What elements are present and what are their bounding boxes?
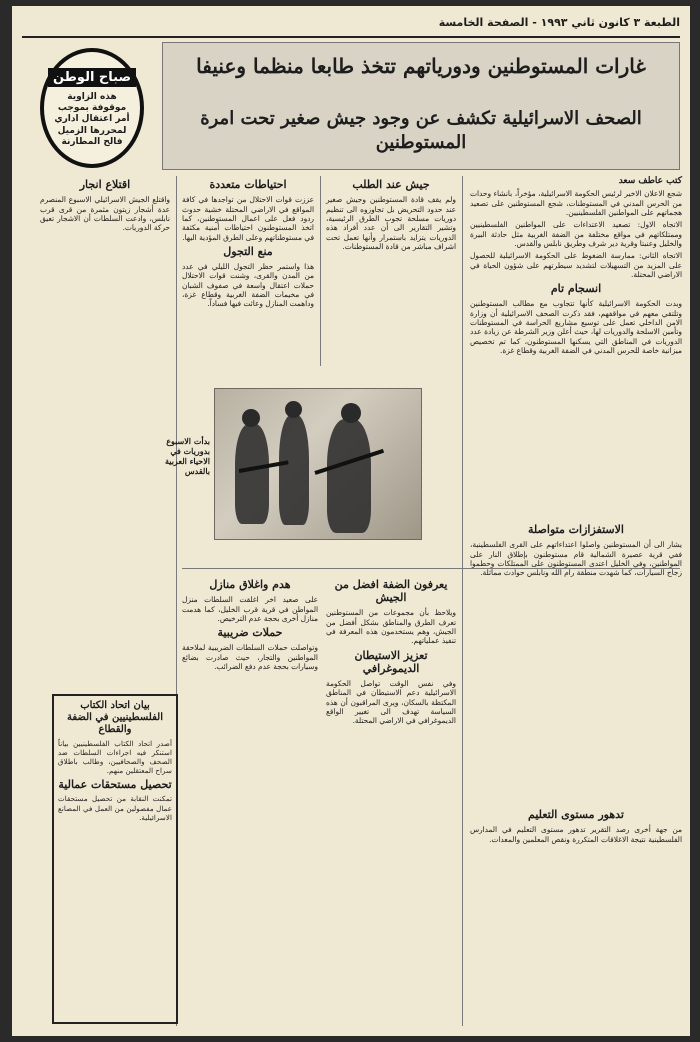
statement-subtitle: تحصيل مستحقات عمالية: [58, 778, 172, 792]
section-title-army: جيش عند الطلب: [352, 178, 430, 191]
youth-section: [326, 176, 456, 366]
section-body-demography: وفي نفس الوقت تواصل الحكومة الاسرائيلية دعم الاستيطان في المناطق المكتظة بالسكان، ويرى المراقبون أن هذه السياسة تهدف الى تغيير الواقع الديموغرافي في الاراضي المحتلة.: [326, 679, 456, 726]
article-paragraph: الاتجاه الثاني: ممارسة الضغوط على الحكومة الاسرائيلية للحصول على المزيد من التسهيلات لتشديد سيطرتهم على شؤون الحياة في الاراضي المحتلة.: [470, 251, 682, 279]
section-title-education: تدهور مستوى التعليم: [528, 808, 624, 821]
page-header-text: الطبعة ٣ كانون ثاني ١٩٩٣ - الصفحة الخامسة: [438, 16, 680, 29]
soldier-head: [341, 403, 361, 423]
soldier-figure: [235, 424, 269, 524]
section-title-curfew: منع التجول: [223, 244, 273, 258]
far-left-column: [40, 176, 170, 676]
section-title-trees: اقتلاع انجار: [79, 178, 131, 191]
soldier-figure: [279, 415, 309, 525]
soldier-head: [285, 401, 302, 418]
statement-title: بيان اتحاد الكتاب الفلسطينيين في الضفة والقطاع: [67, 700, 163, 735]
section-body-measures: عززت قوات الاحتلال من تواجدها في كافة المواقع في الاراضي المحتلة خشية حدوث ردود فعل على اعمال المستوطنين، كما اتخذ المستوطنون احتياطات أمنية مكثفة في مستوطناتهم وعلى الطرق المؤدية اليها.: [182, 195, 314, 242]
headline-box: [162, 42, 680, 170]
photo-caption: بدأت الاسبوع بدوريات في الاحياء العربية بالقدس: [165, 436, 210, 476]
statement-box: [52, 694, 178, 1024]
section-body-education: من جهة أخرى رصد التقرير تدهور مستوى التعليم في المدارس الفلسطينية نتيجة الاغلاقات المتكررة ونقص المعلمين والمعدات.: [470, 825, 682, 844]
page-header-line: [22, 12, 680, 38]
column-logo: [40, 48, 144, 168]
sub-headline: الصحف الاسرائيلية تكشف عن وجود جيش صغير تحت امرة المستوطنين: [200, 108, 642, 154]
section-body-curfew: هذا واستمر حظر التجول الليلي في عدد من المدن والقرى، وشنت قوات الاحتلال حملات اعتقال واسعة في صفوف الشبان في مخيمات الضفة الغربية وقطاع غزة، وداهمت المنازل وعاثت فيها فساداً.: [182, 262, 314, 309]
main-headline: غارات المستوطنين ودورياتهم تتخذ طابعا منظما وعنيفا: [196, 54, 646, 78]
section-title-measures: احتياطات متعددة: [209, 178, 287, 191]
section-title-harmony: انسجام تام: [550, 282, 602, 296]
section-title-demography: تعزيز الاستيطان الديموغرافي: [354, 648, 428, 675]
education-section: [470, 806, 682, 1026]
section-body-houses: على صعيد اخر اغلقت السلطات منزل المواطن في قرية قرب الخليل، كما هدمت منازل أخرى بحجة عدم الترخيص.: [182, 595, 318, 623]
section-body-harmony: وبدت الحكومة الاسرائيلية كأنها تتجاوب مع مطالب المستوطنين وتلتقي معهم في مواقفهم، فقد ذكرت الصحف الاسرائيلية أن وزارة الامن الداخلي تعمل على توسيع مشاريع الحراسة في المستوطنات وتأمين الاسلحة والدوريات لها، حيث أعلن وزير الشرطة عن زيادة عدد الدوريات في المناطق التي يسكنها المستوطنون، كما تم تخصيص ميزانية خاصة للحرس المدني في الضفة الغربية وقطاع غزة.: [470, 299, 682, 356]
provocations-section: [470, 521, 682, 821]
section-body-provocations: يشار الى أن المستوطنين واصلوا اعتداءاتهم على القرى الفلسطينية، ففي قرية عصيرة الشمالية قام مستوطنون بإطلاق النار على المواطنين، وفي الخليل اعتدى المستوطنون على الممتلكات وحطموا زجاج السيارات، كما شهدت منطقة رام الله ونابلس حوادث مماثلة.: [470, 540, 682, 578]
soldier-figure: [327, 419, 371, 533]
main-article: [470, 176, 682, 516]
logo-title: صباح الوطن: [48, 68, 136, 87]
soldier-head: [242, 409, 260, 427]
section-body-trees: واقتلع الجيش الاسرائيلي الاسبوع المنصرم عدة أشجار زيتون مثمرة من قرى قرب نابلس، وادعت السلطات أن الاشجار تعيق حركة الدوريات.: [40, 195, 170, 233]
article-lead: شجع الاعلان الاخير لرئيس الحكومة الاسرائيلية، مؤخراً، بانشاء وحدات من الحرس المدني في المستوطنات، شجع المستوطنين على تصعيد هجماتهم على المواطنين الفلسطينيين.: [470, 189, 682, 217]
section-title-locals: يعرفون الضفة افضل من الجيش: [334, 578, 448, 605]
column-rule: [320, 176, 321, 366]
section-body-taxes: وتواصلت حملات السلطات الضريبية لملاحقة المواطنين والتجار، حيث صادرت بضائع وسيارات بحجة عدم دفع الضرائب.: [182, 643, 318, 672]
statement-subbody: تمكنت النقابة من تحصيل مستحقات عمال مفصولين من العمل في المصانع الاسرائيلية.: [58, 794, 172, 822]
logo-notice: هذه الزاوية موقوفة بموجب أمر اعتقال اداري لمحررها الزميل فالح المطارنة: [54, 91, 130, 147]
statement-content: [58, 739, 172, 822]
section-body-locals: ويلاحظ بأن مجموعات من المستوطنين تعرف الطرق والمناطق بشكل أفضل من الجيش، وهم يستخدمون هذه المعرفة في تنفيذ عملياتهم.: [326, 608, 456, 646]
left-middle-column: [182, 576, 318, 1026]
center-column: [326, 576, 456, 1026]
section-body-army: ولم يقف قادة المستوطنين وجيش صغير عند حدود التحريض بل تجاوزوه الى تنظيم دوريات مسلحة تجوب الطرق الرئيسية، وتشير التقارير الى أن عدد أفراد هذه الدوريات يتزايد باستمرار وأنها تعمل تحت اشراف مباشر من قادة المستوطنات.: [326, 195, 456, 251]
section-title-taxes: حملات ضريبية: [217, 626, 283, 640]
measures-section: [182, 176, 314, 366]
newspaper-page: [12, 6, 690, 1036]
news-photo: [214, 388, 422, 540]
section-title-houses: هدم واغلاق منازل: [209, 578, 291, 591]
column-rule: [462, 176, 463, 1026]
section-title-provocations: الاستفزازات متواصلة: [528, 523, 624, 536]
statement-body: أصدر اتحاد الكتاب الفلسطينيين بياناً استنكر فيه اجراءات السلطات ضد الصحف والصحافيين، وطالب باطلاق سراح المعتقلين منهم.: [58, 739, 172, 776]
article-paragraph: الاتجاه الاول: تصعيد الاعتداءات على المواطنين الفلسطينيين وممتلكاتهم في مواقع مختلفة من الضفة الغربية مثل حادثة البيرة والخليل وعنبتا وقرية دير شرف وطريق نابلس والقدس.: [470, 220, 682, 248]
article-author: كتب عاطف سعد: [618, 176, 682, 186]
